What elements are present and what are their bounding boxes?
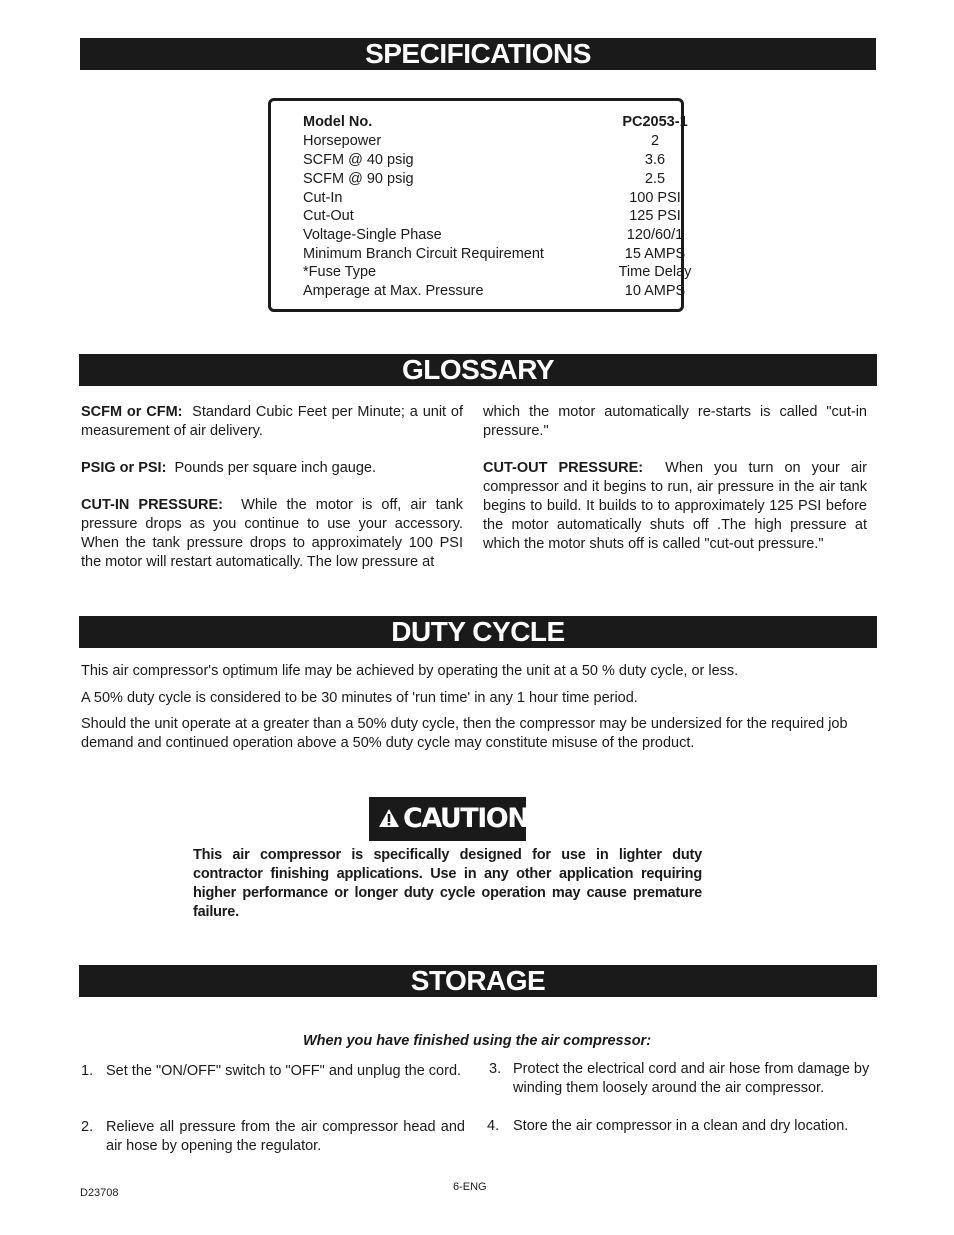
warning-triangle-icon: [378, 808, 400, 828]
spec-row: [303, 226, 684, 245]
spec-row: [303, 151, 673, 170]
step-text: Protect the electrical cord and air hose from damage by winding them loosely around the air compressor.: [513, 1061, 870, 1096]
glossary-right-column: [483, 403, 867, 554]
spec-label: Amperage at Max. Pressure: [303, 283, 484, 299]
glossary-entry-scfm: [81, 403, 463, 441]
duty-paragraph: This air compressor's optimum life may be achieved by operating the unit at a 50 % duty cycle, or less.: [81, 663, 739, 679]
glossary-cutin-continued: which the motor automatically re-starts is called "cut-in pressure.": [483, 404, 867, 439]
glossary-term: SCFM or CFM:: [81, 404, 183, 420]
duty-cycle-heading: DUTY CYCLE: [79, 616, 877, 648]
duty-paragraph: Should the unit operate at a greater than a 50% duty cycle, then the compressor may be undersized for the required job demand and continued operation above a 50% duty cycle may constitute misuse of the product.: [81, 716, 848, 751]
spec-value: 2.5: [644, 171, 666, 187]
glossary-term: CUT-IN PRESSURE:: [81, 497, 224, 513]
specifications-heading: SPECIFICATIONS: [80, 38, 876, 70]
glossary-heading: GLOSSARY: [79, 354, 877, 386]
glossary-term: PSIG or PSI:: [81, 460, 167, 476]
step-text: Relieve all pressure from the air compressor head and air hose by opening the regulator.: [106, 1119, 465, 1154]
step-number: 3.: [489, 1061, 502, 1077]
spec-label: Voltage-Single Phase: [303, 227, 442, 243]
spec-value: 100 PSI: [629, 190, 681, 206]
spec-label: SCFM @ 90 psig: [303, 171, 414, 187]
spec-label: Cut-Out: [303, 208, 354, 224]
spec-value: 3.6: [644, 152, 666, 168]
spec-row: [303, 207, 681, 226]
spec-value: 10 AMPS: [624, 283, 686, 299]
step-number: 2.: [81, 1119, 94, 1135]
glossary-definition: While the motor is off, air tank pressure drops as you continue to use your accessory. When the tank pressure drops to approximately 100 PSI the motor will restart automatically. The low pressure at: [81, 497, 463, 570]
caution-text: This air compressor is specifically designed for use in lighter duty contractor finishing applications. Use in any other application requiring higher performance or longer duty cycle operation may cause premature failure.: [193, 847, 702, 920]
page-number: 6-ENG: [453, 1181, 487, 1193]
caution-badge: [369, 797, 529, 841]
spec-value: 120/60/1: [626, 227, 684, 243]
duty-paragraph: A 50% duty cycle is considered to be 30 minutes of 'run time' in any 1 hour time period.: [81, 690, 638, 706]
step-text: Set the "ON/OFF" switch to "OFF" and unplug the cord.: [106, 1063, 462, 1079]
step-text: Store the air compressor in a clean and dry location.: [513, 1118, 849, 1134]
step-number: 4.: [487, 1118, 500, 1134]
glossary-left-column: [81, 403, 463, 572]
spec-value: 125 PSI: [629, 208, 681, 224]
glossary-definition: Pounds per square inch gauge.: [174, 460, 377, 476]
spec-row: [303, 189, 681, 208]
spec-value: 15 AMPS: [624, 246, 686, 262]
glossary-term: CUT-OUT PRESSURE:: [483, 460, 644, 476]
caution-label: CAUTION: [403, 803, 529, 834]
storage-subtitle: When you have finished using the air compressor:: [302, 1033, 652, 1049]
spec-label: *Fuse Type: [303, 264, 377, 280]
spec-value: 2: [650, 133, 660, 149]
spec-row: [303, 245, 686, 264]
spec-row: [303, 263, 692, 282]
storage-heading: STORAGE: [79, 965, 877, 997]
spec-label: Horsepower: [303, 133, 382, 149]
spec-label: SCFM @ 40 psig: [303, 152, 414, 168]
spec-value: Time Delay: [618, 264, 692, 280]
glossary-definition: Standard Cubic Feet per Minute; a unit of measurement of air delivery.: [81, 404, 463, 439]
spec-label: Model No.: [303, 114, 373, 130]
document-number: D23708: [80, 1187, 119, 1199]
glossary-definition: When you turn on your air compressor and it begins to run, air pressure in the air tank begins to build. It builds to to approximately 125 PSI before the motor automatically shuts off .The high pressure at which the motor shuts off is called "cut-out pressure.": [483, 460, 867, 552]
spec-label: Minimum Branch Circuit Requirement: [303, 246, 544, 262]
spec-row: [303, 170, 673, 189]
spec-value: PC2053-1: [622, 114, 688, 130]
specifications-table: [268, 98, 692, 312]
glossary-entry-psig: [81, 459, 463, 478]
spec-row: [303, 282, 686, 301]
glossary-entry-cutout: [483, 459, 867, 554]
step-number: 1.: [81, 1063, 94, 1079]
spec-label: Cut-In: [303, 190, 343, 206]
spec-header-row: [303, 113, 688, 132]
spec-row: [303, 132, 673, 151]
glossary-entry-cutin: [81, 496, 463, 572]
